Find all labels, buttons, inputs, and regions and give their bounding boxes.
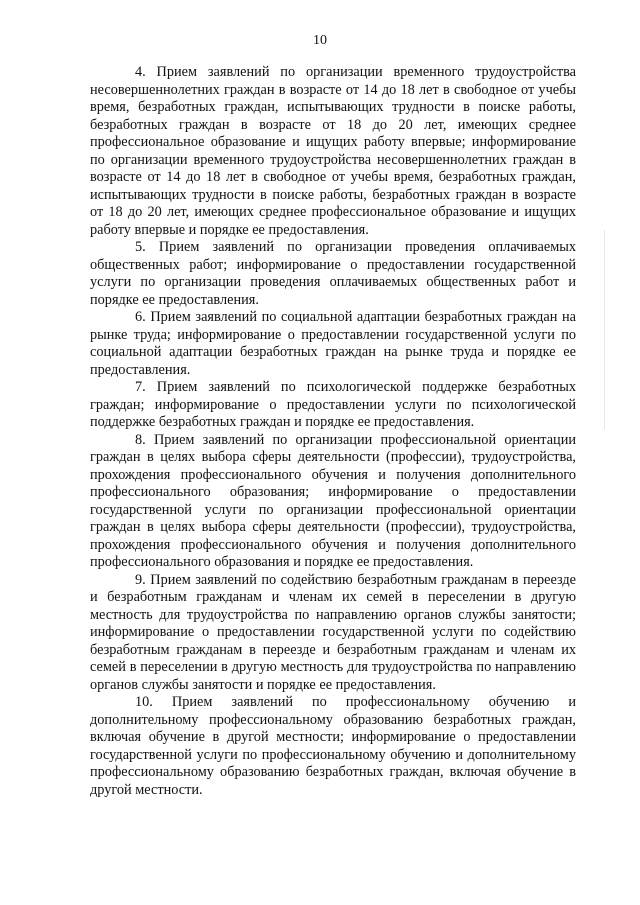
paragraph-item-10: 10. Прием заявлений по профессиональному обучению и дополнительному профессиональному образованию безработных граждан, включая обучение в другой местности; информирование о предоставлении государственной услуги по профессиональному обучению и дополнительному профессиональному образованию безработных граждан, включая обучение в другой местности. — [90, 694, 576, 798]
paragraph-item-7: 7. Прием заявлений по психологической поддержке безработных граждан; информирование о предоставлении услуги по психологической поддержке безработных граждан и порядке ее предоставления. — [90, 379, 576, 430]
paragraph-item-6: 6. Прием заявлений по социальной адаптации безработных граждан на рынке труда; информирование о предоставлении государственной услуги по социальной адаптации безработных граждан на рынке труда и порядке ее предоставления. — [90, 309, 576, 378]
page-number: 10 — [313, 33, 327, 48]
paragraph-item-9: 9. Прием заявлений по содействию безработным гражданам в переезде и безработным гражданам и членам их семей в переселении в другую местность для трудоустройства по направлению органов службы занятости; информирование о предоставлении государственной услуги по содействию безработным гражданам в переезде и безработным гражданам и членам их семей в переселении в другую местность для трудоустройства по направлению органов службы занятости и порядке ее предоставления. — [90, 571, 576, 693]
scan-edge-mark — [604, 230, 605, 430]
paragraph-item-4: 4. Прием заявлений по организации временного трудоустройства несовершеннолетних граждан в возрасте от 14 до 18 лет в свободное от учебы время, безработных граждан, испытывающих трудности в поиске работы, безработных граждан в возрасте от 18 до 20 лет, имеющих среднее профессиональное образование и ищущих работу впервые; информирование по организации временного трудоустройства несовершеннолетних граждан в возрасте от 14 до 18 лет в свободное от учебы время, безработных граждан, испытывающих трудности в поиске работы, безработных граждан в возрасте от 18 до 20 лет, имеющих среднее профессиональное образование и ищущих работу впервые и порядке ее предоставления. — [90, 64, 576, 238]
paragraph-item-5: 5. Прием заявлений по организации проведения оплачиваемых общественных работ; информирование о предоставлении государственной услуги по организации проведения оплачиваемых общественных работ и порядке ее предоставления. — [90, 239, 576, 308]
paragraph-item-8: 8. Прием заявлений по организации профессиональной ориентации граждан в целях выбора сферы деятельности (профессии), трудоустройства, прохождения профессионального обучения и получения дополнительного профессионального образования; информирование о предоставлении государственной услуги по организации профессиональной ориентации граждан в целях выбора сферы деятельности (профессии), трудоустройства, прохождения профессионального обучения и получения дополнительного профессионального образования и порядке ее предоставления. — [90, 431, 576, 570]
document-body — [90, 64, 576, 799]
